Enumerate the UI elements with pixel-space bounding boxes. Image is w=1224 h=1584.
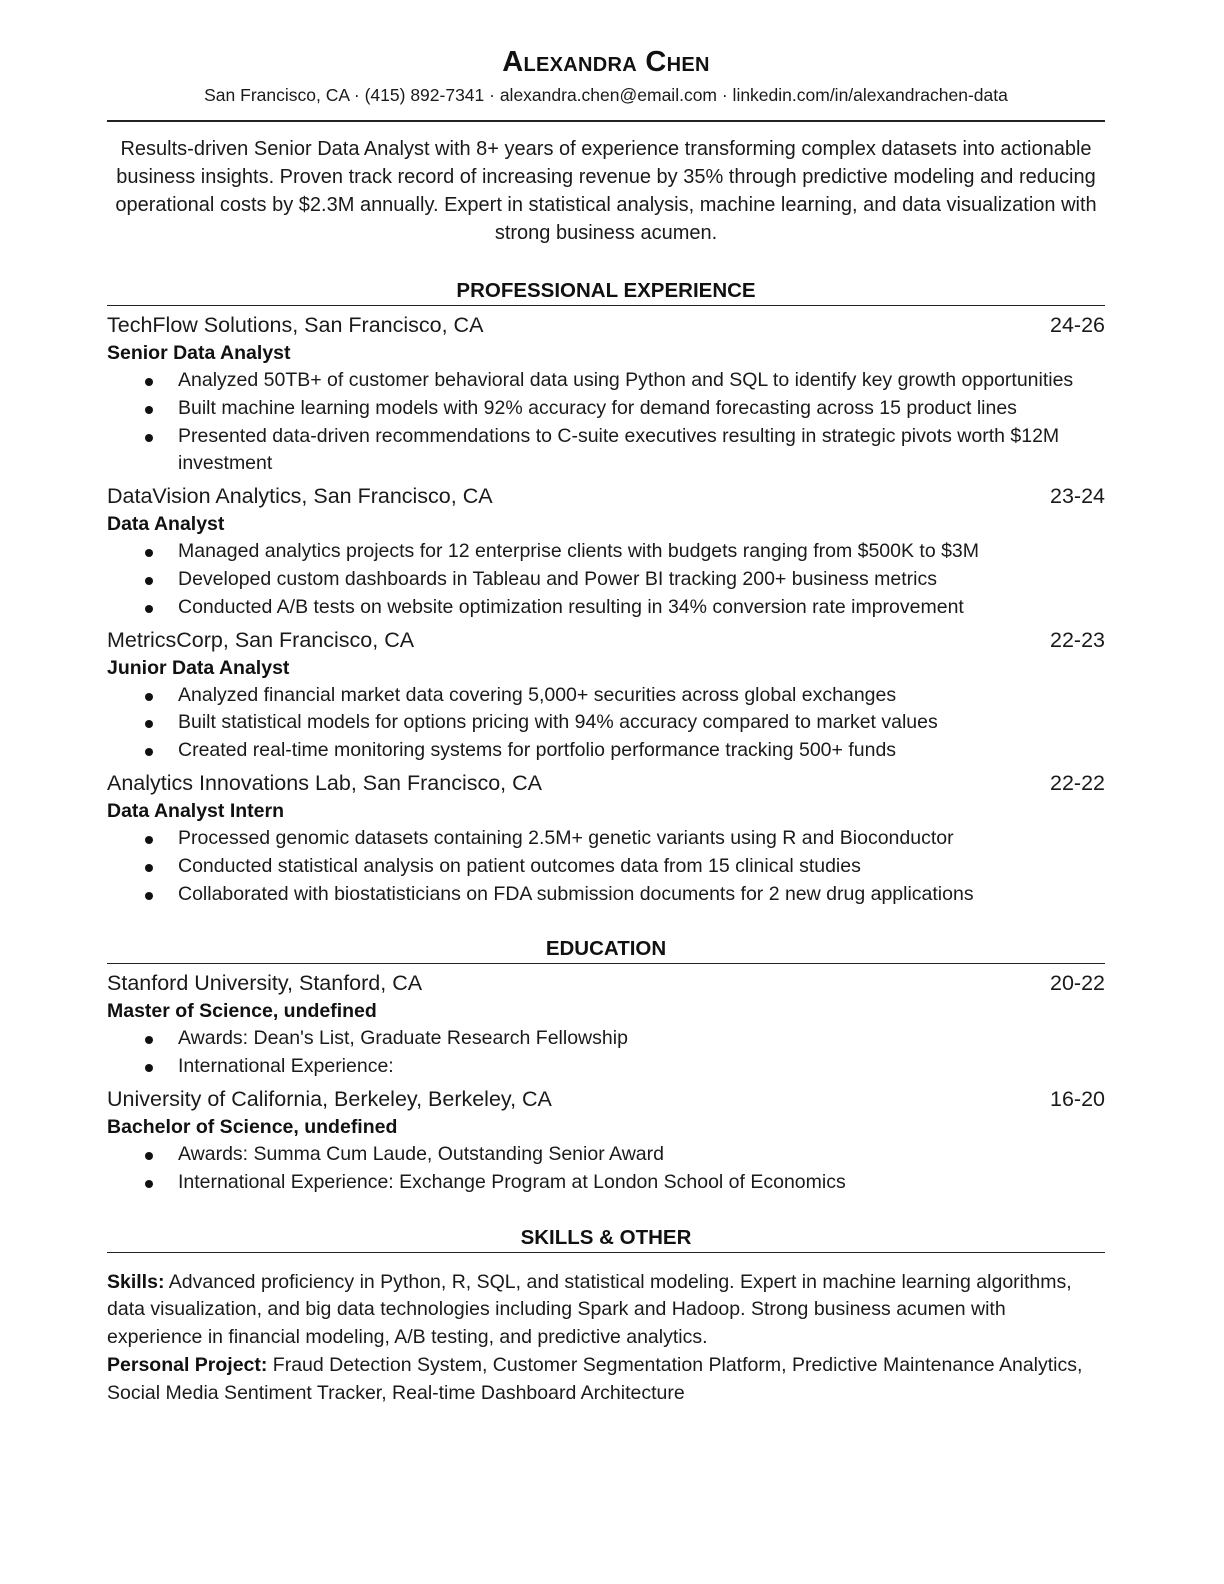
resume-page: [107, 0, 1105, 1408]
bullet-item: [107, 367, 1105, 395]
skills-label: Skills:: [107, 1270, 165, 1293]
bullet-text: Built statistical models for options pricing with 94% accuracy compared to market values: [178, 711, 938, 734]
bullet-item: [107, 682, 1105, 710]
project-text: Fraud Detection System, Customer Segmentation Platform, Predictive Maintenance Analytics, Social Media Sentiment Tracker, Real-time Dashboard Architecture: [107, 1353, 1083, 1404]
entry-header: [107, 482, 1105, 510]
entry-role: Bachelor of Science, undefined: [107, 1115, 398, 1138]
bullet-dot-icon: [145, 434, 153, 442]
bullet-dot-icon: [145, 1180, 153, 1188]
bullet-item: [107, 423, 1105, 479]
bullet-text: Awards: Summa Cum Laude, Outstanding Senior Award: [178, 1142, 664, 1165]
professional-summary: Results-driven Senior Data Analyst with 8+ years of experience transforming complex datasets into actionable business insights. Proven track record of increasing revenue by 35% through predictive modeling and reducing operational costs by $2.3M annually. Expert in statistical analysis, machine learning, and data visualization with strong business acumen.: [115, 138, 1097, 244]
entry-organization: TechFlow Solutions, San Francisco, CA: [107, 313, 484, 337]
bullet-text: Analyzed 50TB+ of customer behavioral data using Python and SQL to identify key growth opportunities: [178, 369, 1074, 391]
entry-dates: 16-20: [1050, 1086, 1105, 1111]
bullet-text: Presented data-driven recommendations to C-suite executives resulting in strategic pivots worth $12M investment: [178, 424, 1060, 475]
bullet-text: International Experience:: [178, 1055, 394, 1078]
bullet-item: [107, 538, 1105, 566]
bullet-text: Analyzed financial market data covering 5,000+ securities across global exchanges: [178, 683, 897, 706]
bullet-text: International Experience: Exchange Program at London School of Economics: [178, 1170, 846, 1193]
entry-dates: 20-22: [1050, 971, 1105, 996]
experience-list: [107, 311, 1105, 908]
bullet-dot-icon: [145, 378, 153, 386]
bullet-item: [107, 1141, 1105, 1169]
bullet-list: [107, 682, 1105, 765]
entry-role: Data Analyst Intern: [107, 799, 284, 822]
entry: [107, 769, 1105, 908]
bullet-list: [107, 1025, 1105, 1081]
entry-dates: 22-23: [1050, 627, 1105, 652]
section-title-experience: PROFESSIONAL EXPERIENCE: [107, 278, 1105, 306]
bullet-dot-icon: [145, 1036, 153, 1044]
bullet-dot-icon: [145, 549, 153, 557]
bullet-dot-icon: [145, 892, 153, 900]
entry-dates: 23-24: [1050, 484, 1105, 509]
bullet-item: [107, 1169, 1105, 1197]
entry-role: Senior Data Analyst: [107, 342, 291, 364]
education-list: [107, 969, 1105, 1196]
contact-line: San Francisco, CA · (415) 892-7341 · alexandra.chen@email.com · linkedin.com/in/alexandrachen-data: [204, 85, 1008, 105]
bullet-list: [107, 367, 1105, 478]
entry: [107, 482, 1105, 621]
entry-role: Junior Data Analyst: [107, 656, 290, 679]
bullet-dot-icon: [145, 693, 153, 701]
bullet-dot-icon: [145, 1064, 153, 1072]
bullet-list: [107, 825, 1105, 908]
entry-organization: Analytics Innovations Lab, San Francisco, CA: [107, 770, 542, 795]
bullet-list: [107, 538, 1105, 621]
bullet-dot-icon: [145, 748, 153, 756]
bullet-item: [107, 881, 1105, 909]
bullet-item: [107, 1025, 1105, 1053]
entry-organization: DataVision Analytics, San Francisco, CA: [107, 484, 493, 509]
header-divider: [107, 120, 1105, 122]
bullet-text: Awards: Dean's List, Graduate Research Fellowship: [178, 1027, 628, 1050]
bullet-dot-icon: [145, 406, 153, 414]
entry-header: [107, 769, 1105, 797]
bullet-text: Created real-time monitoring systems for portfolio performance tracking 500+ funds: [178, 739, 897, 762]
bullet-text: Conducted statistical analysis on patient outcomes data from 15 clinical studies: [178, 854, 861, 877]
entry-dates: 24-26: [1050, 313, 1105, 337]
entry-organization: MetricsCorp, San Francisco, CA: [107, 627, 415, 652]
bullet-item: [107, 709, 1105, 737]
bullet-item: [107, 566, 1105, 594]
entry-role: Data Analyst: [107, 513, 225, 536]
entry: [107, 1085, 1105, 1197]
entry: [107, 311, 1105, 478]
bullet-text: Managed analytics projects for 12 enterprise clients with budgets ranging from $500K to $3M: [178, 540, 980, 563]
project-label: Personal Project:: [107, 1353, 268, 1376]
entry-header: [107, 626, 1105, 654]
bullet-text: Built machine learning models with 92% accuracy for demand forecasting across 15 product lines: [178, 396, 1017, 419]
section-title-education: EDUCATION: [107, 936, 1105, 964]
bullet-item: [107, 825, 1105, 853]
bullet-dot-icon: [145, 577, 153, 585]
bullet-dot-icon: [145, 720, 153, 728]
bullet-item: [107, 737, 1105, 765]
candidate-name: Alexandra Chen: [502, 46, 710, 78]
bullet-text: Conducted A/B tests on website optimization resulting in 34% conversion rate improvement: [178, 595, 964, 618]
entry-dates: 22-22: [1050, 770, 1105, 795]
bullet-text: Developed custom dashboards in Tableau and Power BI tracking 200+ business metrics: [178, 567, 937, 590]
bullet-item: [107, 395, 1105, 423]
bullet-dot-icon: [145, 1152, 153, 1160]
entry-organization: University of California, Berkeley, Berkeley, CA: [107, 1086, 552, 1111]
bullet-item: [107, 853, 1105, 881]
bullet-dot-icon: [145, 864, 153, 872]
entry-header: [107, 969, 1105, 997]
entry: [107, 626, 1105, 765]
bullet-text: Collaborated with biostatisticians on FDA submission documents for 2 new drug applications: [178, 882, 974, 905]
bullet-list: [107, 1141, 1105, 1197]
entry-role: Master of Science, undefined: [107, 1000, 377, 1023]
entry: [107, 969, 1105, 1081]
skills-text: Advanced proficiency in Python, R, SQL, and statistical modeling. Expert in machine learning algorithms, data visualization, and big data technologies including Spark and Hadoop. Strong business acumen with experience in financial modeling, A/B testing, and predictive analytics.: [107, 1270, 1072, 1349]
entry-header: [107, 311, 1105, 339]
bullet-dot-icon: [145, 605, 153, 613]
bullet-text: Processed genomic datasets containing 2.5M+ genetic variants using R and Bioconductor: [178, 826, 954, 849]
bullet-item: [107, 594, 1105, 622]
skills-block: [107, 1269, 1105, 1408]
entry-organization: Stanford University, Stanford, CA: [107, 971, 423, 996]
bullet-item: [107, 1053, 1105, 1081]
section-title-skills: SKILLS & OTHER: [107, 1225, 1105, 1253]
entry-header: [107, 1085, 1105, 1113]
bullet-dot-icon: [145, 836, 153, 844]
